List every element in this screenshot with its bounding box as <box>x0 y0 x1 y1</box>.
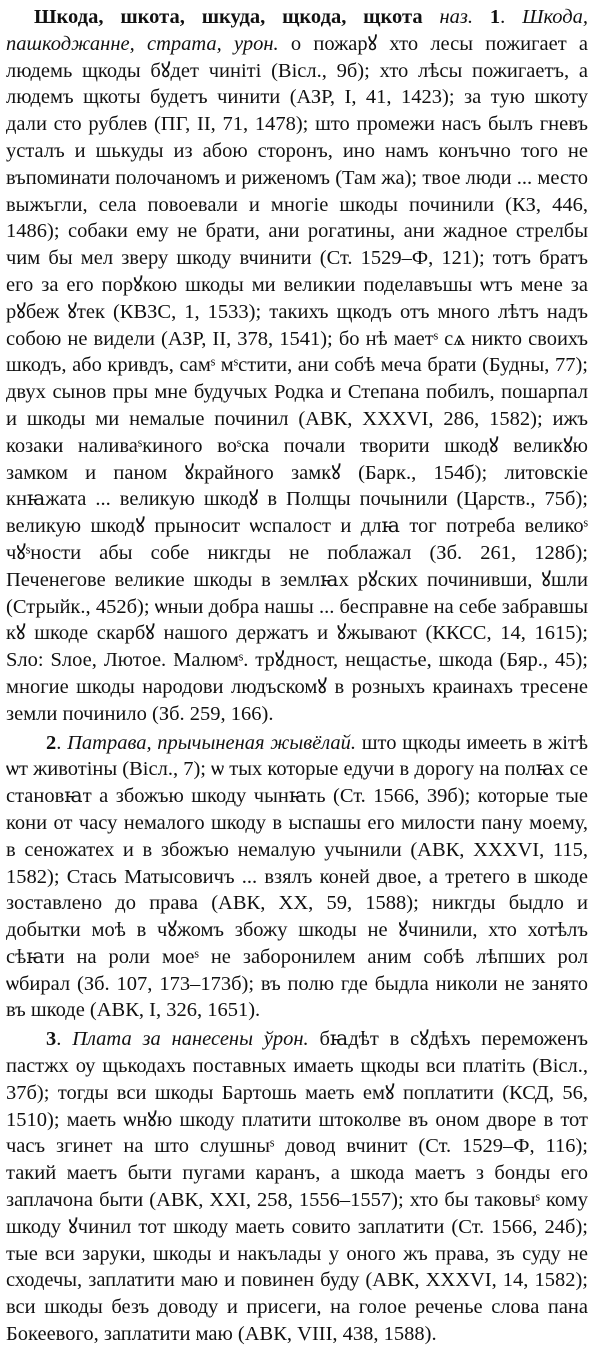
sense-number: 1 <box>489 6 501 28</box>
sense-1-paragraph: Шкода, шкота, шкуда, щкода, щкота наз. 1. Шкода, пашкоджанне, страта, урон. о пожарꙋ хто лесы пожигает а людемь щкоды бꙋдет чиніті (Вісл., 9б); хто лѣсы пожигаетъ, а людемъ щкоты будетъ чинити (АЗР, І, 41, 1423); за тую шкоту дали сто рублев (ПГ, II, 71, 1478); што промежи насъ былъ гневъ усталъ и шькуды из абою сторонъ, ино намъ конъчно того не въпоминати полочаномъ и риженомъ (Там жа); твое люди ... место выжъгли, села повоевали и многіе шкоды починили (КЗ, 446, 1486); собаки ему не брати, ани рогатины, ани жадное стрелбы чим бы мел зверу шкоду вчинити (Ст. 1529–Ф, 121); тотъ братъ его за его порꙋкою шкоды ми великии поделавъшы ѡтъ мене за рꙋбеж ꙋтек (КВЗС, 1, 1533); такихъ щкодъ отъ много лѣтъ надъ собою не видели (АЗР, II, 378, 1541); бо нѣ маетˢ сѧ никто своихъ шкодъ, або кривдъ, самˢ мˢстити, ани собѣ меча брати (Будны, 77); двух сынов пры мне будучых Родка и Степана побилъ, пошарпал и шкоды ми немалые починил (АВК, XXXVI, 286, 1582); ижъ козаки наливаˢкиного воˢска почали творити шкодꙋ великꙋю замком и паном ꙋкрайного замкꙋ (Барк., 154б); литовскіе кнꙗжата ... великую шкодꙋ в Полщы почынили (Царств., 75б); великую шкодꙋ прыносит ѡспалост и длꙗ тог потреба великоˢ чꙋˢности абы собе никгды не поблажал (Зб. 261, 128б); Печенегове великие шкоды в землꙗх рꙋских починивши, ꙋшли (Стрыйк., 452б); ѡныи добра нашы ... бесправне на себе забравшы кꙋ шкоде скарбꙋ нашого держатъ и ꙋжывают (ККСС, 14, 1615); Ѕло: Ѕлое, Лютое. Малюмˢ. трꙋдност, нещастье, шкода (Бяр., 45); многие шкоды народови людъскомꙋ в розныхъ краинахъ тресене земли починило (Зб. 259, 166). <box>6 6 589 725</box>
part-of-speech: наз. <box>439 6 473 28</box>
sense-number: 3 <box>46 1028 57 1051</box>
sense-3-paragraph: 3. Плата за нанесены ўрон. бꙗдѣт в сꙋдѣхъ переможенъ пастжх оу щькодахъ поставных имаеть щкоды вси платіть (Вісл., 37б); тогды вси шкоды Бартошь маеть емꙋ поплатити (КСД, 56, 1510); маеть ѡнꙋю шкоду платити штоколве въ оном дворе в тот часъ згинет на што слушныˢ довод вчинит (Ст. 1529–Ф, 116); такий маетъ быти пугами каранъ, а шкода маетъ з бонды его заплачона быти (АВК, XXI, 258, 1556–1557); хто бы таковыˢ кому шкоду ꙋчинил тот шкоду маеть совито заплатити (Ст. 1566, 24б); тые вси заруки, шкоды и накълады у оного жъ права, зъ суду не сходечы, заплатити маю и повинен буду (АВК, XXXVI, 14, 1582); вси шкоды безъ доводу и присеги, на голое реченье слова пана Бокеевого, заплатити маю (АВК, VIII, 438, 1588). <box>6 1028 588 1346</box>
sense-2-paragraph: 2. Патрава, прычыненая жывёлай. што щкоды имееть в жітѣ ѡт животіны (Вісл., 7); ѡ тых которые едучи в дорогу на полꙗх се становꙗт а збожъю шкоду чынꙗть (Ст. 1566, 39б); которые тые кони от часу немалого шкоду в ыспашы его милости пану моему, в сеножатех и в збожъю немалую учынили (АВК, XXXVI, 115, 1582); Стась Матысовичъ ... взялъ коней двое, а третего в шкоде зоставлено до права (АВК, XX, 59, 1588); никгды быдло и добытки моѣ в чꙋжомъ збожу шкоды не ꙋчинили, хто хотѣлъ сѣꙗти на роли моеˢ не заборонилем аним собѣ лѣпших рол ѡбирал (Зб. 107, 173–173б); въ полю где быдла николи не занято въ шкоде (АВК, I, 326, 1651). <box>6 731 588 1022</box>
sense-citations: што щкоды имееть в жітѣ ѡт животіны (Вісл., 7); ѡ тых которые едучи в дорогу на полꙗх се становꙗт а збожъю шкоду чынꙗть (Ст. 1566, 39б); которые тые кони от часу немалого шкоду в ыспашы его милости пану моему, в сеножатех и в збожъю немалую учынили (АВК, XXXVI, 115, 1582); Стась Матысовичъ ... взялъ коней двое, а третего в шкоде зоставлено до права (АВК, XX, 59, 1588); никгды быдло и добытки моѣ в чꙋжомъ збожу шкоды не ꙋчинили, хто хотѣлъ сѣꙗти на роли моеˢ не заборонилем аним собѣ лѣпших рол ѡбирал (Зб. 107, 173–173б); въ полю где быдла николи не занято въ шкоде (АВК, I, 326, 1651). <box>6 731 588 1022</box>
sense-definition: Патрава, прычыненая жывёлай. <box>67 731 357 754</box>
sense-citations: о пожарꙋ хто лесы пожигает а людемь щкоды бꙋдет чиніті (Вісл., 9б); хто лѣсы пожигаетъ, а людемъ щкоты будетъ чинити (АЗР, І, 41, 1423); за тую шкоту дали сто рублев (ПГ, II, 71, 1478); што промежи насъ былъ гневъ усталъ и шькуды из абою сторонъ, ино намъ конъчно того не въпоминати полочаномъ и риженомъ (Там жа); твое люди ... место выжъгли, села повоевали и многіе шкоды починили (КЗ, 446, 1486); собаки ему не брати, ани рогатины, ани жадное стрелбы чим бы мел зверу шкоду вчинити (Ст. 1529–Ф, 121); тотъ братъ его за его порꙋкою шкоды ми великии поделавъшы ѡтъ мене за рꙋбеж ꙋтек (КВЗС, 1, 1533); такихъ щкодъ отъ много лѣтъ надъ собою не видели (АЗР, II, 378, 1541); бо нѣ маетˢ сѧ никто своихъ шкодъ, або кривдъ, самˢ мˢстити, ани собѣ меча брати (Будны, 77); двух сынов пры мне будучых Родка и Степана побилъ, пошарпал и шкоды ми немалые починил (АВК, XXXVI, 286, 1582); ижъ козаки наливаˢкиного воˢска почали творити шкодꙋ великꙋю замком и паном ꙋкрайного замкꙋ (Барк., 154б); литовскіе кнꙗжата ... великую шкодꙋ в Полщы почынили (Царств., 75б); великую шкодꙋ прыносит ѡспалост и длꙗ тог потреба великоˢ чꙋˢности абы собе никгды не поблажал (Зб. 261, 128б); Печенегове великие шкоды в землꙗх рꙋских починивши, ꙋшли (Стрыйк., 452б); ѡныи добра нашы ... бесправне на себе забравшы кꙋ шкоде скарбꙋ нашого держатъ и ꙋжывают (ККСС, 14, 1615); Ѕло: Ѕлое, Лютое. Малюмˢ. трꙋдност, нещастье, шкода (Бяр., 45); многие шкоды народови людъскомꙋ в розныхъ краинахъ тресене земли починило (Зб. 259, 166). <box>6 32 588 725</box>
dictionary-page <box>6 4 588 1348</box>
entry-headword: Шкода, шкота, шкуда, щкода, щкота <box>34 6 423 28</box>
sense-definition: Плата за нанесены ўрон. <box>72 1028 309 1051</box>
sense-citations: бꙗдѣт в сꙋдѣхъ переможенъ пастжх оу щькодахъ поставных имаеть щкоды вси платіть (Вісл., 37б); тогды вси шкоды Бартошь маеть емꙋ поплатити (КСД, 56, 1510); маеть ѡнꙋю шкоду платити штоколве въ оном дворе в тот часъ згинет на што слушныˢ довод вчинит (Ст. 1529–Ф, 116); такий маетъ быти пугами каранъ, а шкода маетъ з бонды его заплачона быти (АВК, XXI, 258, 1556–1557); хто бы таковыˢ кому шкоду ꙋчинил тот шкоду маеть совито заплатити (Ст. 1566, 24б); тые вси заруки, шкоды и накълады у оного жъ права, зъ суду не сходечы, заплатити маю и повинен буду (АВК, XXXVI, 14, 1582); вси шкоды безъ доводу и присеги, на голое реченье слова пана Бокеевого, заплатити маю (АВК, VIII, 438, 1588). <box>6 1028 588 1346</box>
sense-number: 2 <box>46 731 57 754</box>
sense-definition: Шкода, пашкоджанне, страта, урон. <box>6 6 589 55</box>
